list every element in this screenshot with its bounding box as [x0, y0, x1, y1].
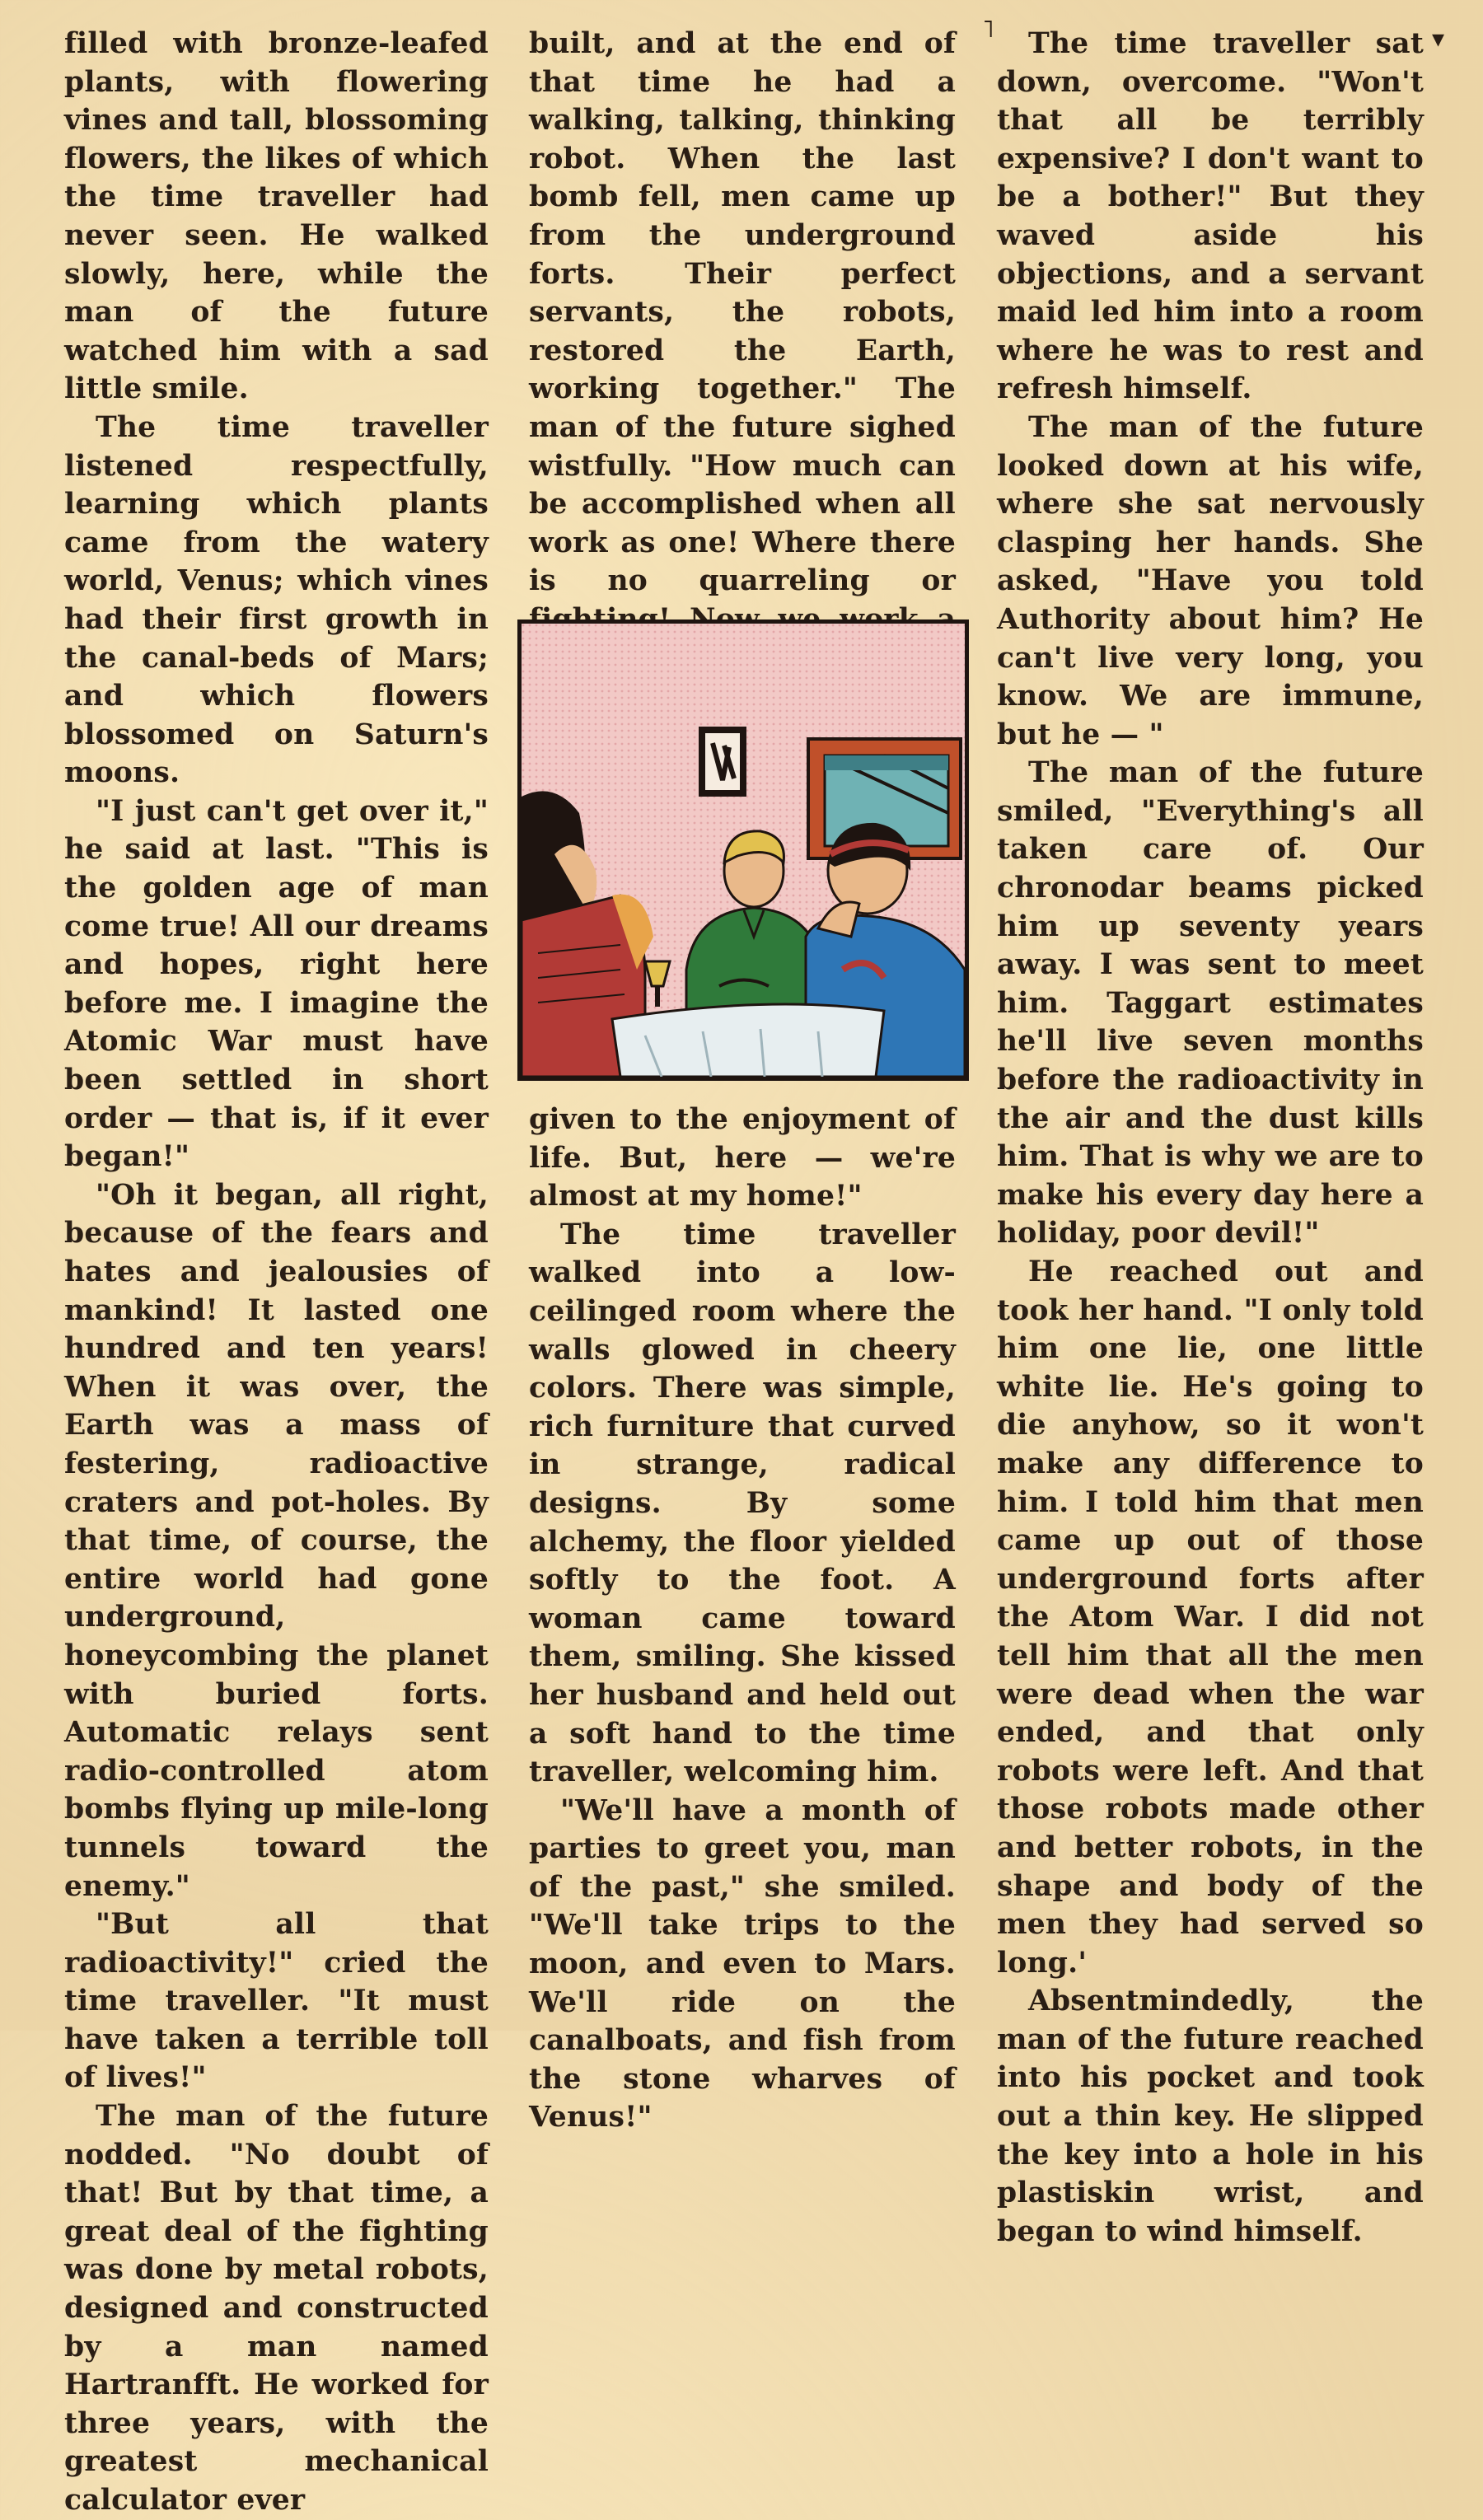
paragraph: The time traveller sat down, overcome. "Won't that all be terribly expensive? I don't want to be a bother!" But they waved aside his objections, and a servant maid led him into a room where he was to rest and refresh himself.	[997, 27, 1424, 406]
paragraph: given to the enjoyment of life. But, here — we're almost at my home!"	[529, 1103, 956, 1213]
paragraph: "Oh it began, all right, because of the fears and hates and jealousies of mankind! It lasted one hundred and ten years! When it was over, the Earth was a mass of festering, radioactive craters and pot-holes. By that time, of course, the entire world had gone underground, honeycombing the planet with buried forts. Automatic relays sent radio-controlled atom bombs flying up mile-long tunnels toward the enemy."	[64, 1178, 489, 1903]
paragraph: The man of the future nodded. "No doubt of that! But by that time, a great deal of the fighting was done by metal robots, designed and constructed by a man named Hartranfft. He worked for three years, with the greatest mechanical calculator ever	[64, 2100, 489, 2517]
text-column-3	[997, 25, 1424, 2251]
text-column-2-bottom	[529, 1101, 956, 2137]
paragraph: The man of the future smiled, "Everything's all taken care of. Our chronodar beams picked him up seventy years away. I was sent to meet him. Taggart estimates he'll live seven months before the radioactivity in the air and the dust kills him. That is why we are to make his every day here a holiday, poor devil!"	[997, 756, 1424, 1251]
text-column-1	[64, 25, 489, 2520]
paragraph: He reached out and took her hand. "I only told him one lie, one little white lie. He's going to die anyhow, so it won't make any difference to him. I told him that men came up out of those underground forts after the Atom War. I did not tell him that all the men were dead when the war ended, and that only robots were left. And that those robots made other and better robots, in the shape and body of the men they had served so long.'	[997, 1255, 1424, 1980]
wall-picture	[699, 727, 746, 797]
paragraph: The time traveller listened respectfully, learning which plants came from the watery world, Venus; which vines had their first growth in the canal-beds of Mars; and which flowers blossomed on Saturn's moons.	[64, 410, 489, 790]
paragraph: The time traveller walked into a low-ceilinged room where the walls glowed in cheery colors. There was simple, rich furniture that curved in strange, radical designs. By some alchemy, the floor yielded softly to the foot. A woman came toward them, smiling. She kissed her husband and held out a soft hand to the time traveller, welcoming him.	[529, 1218, 956, 1789]
paragraph: "I just can't get over it," he said at last. "This is the golden age of man come true! All our dreams and hopes, right here before me. I imagine the Atomic War must have been settled in short order — that is, if it ever began!"	[64, 794, 489, 1174]
paragraph: filled with bronze-leafed plants, with flowering vines and tall, blossoming flowers, the likes of which the time traveller had never seen. He walked slowly, here, while the man of the future watched him with a sad little smile.	[64, 27, 489, 406]
paragraph: "We'll have a month of parties to greet you, man of the past," she smiled. "We'll take trips to the moon, and even to Mars. We'll ride on the canalboats, and fish from the stone wharves of Venus!"	[529, 1793, 956, 2134]
paragraph: Absentmindedly, the man of the future reached into his pocket and took out a thin key. He slipped the key into a hole in his plastiskin wrist, and began to wind himself.	[997, 1985, 1424, 2248]
print-mark: ˥	[982, 15, 994, 44]
dinner-scene-illustration	[522, 624, 965, 1077]
illustration-panel	[517, 619, 969, 1081]
print-mark: ▾	[1432, 25, 1445, 54]
paragraph: "But all that radioactivity!" cried the time traveller. "It must have taken a terrible toll of lives!"	[64, 1908, 489, 2095]
paragraph: built, and at the end of that time he had a walking, talking, thinking robot. When the last bomb fell, men came up from the underground forts. Their perfect servants, the robots, restored the Earth, working together." The man of the future sighed wistfully. "How much can be accomplished when all work as one! Where there is no quarreling or	[529, 27, 956, 598]
text-column-2-top	[529, 25, 956, 716]
paragraph: The man of the future looked down at his wife, where she sat nervously clasping her hands. She asked, "Have you told Authority about him? He can't live very long, you know. We are immune, but he — "	[997, 410, 1424, 751]
